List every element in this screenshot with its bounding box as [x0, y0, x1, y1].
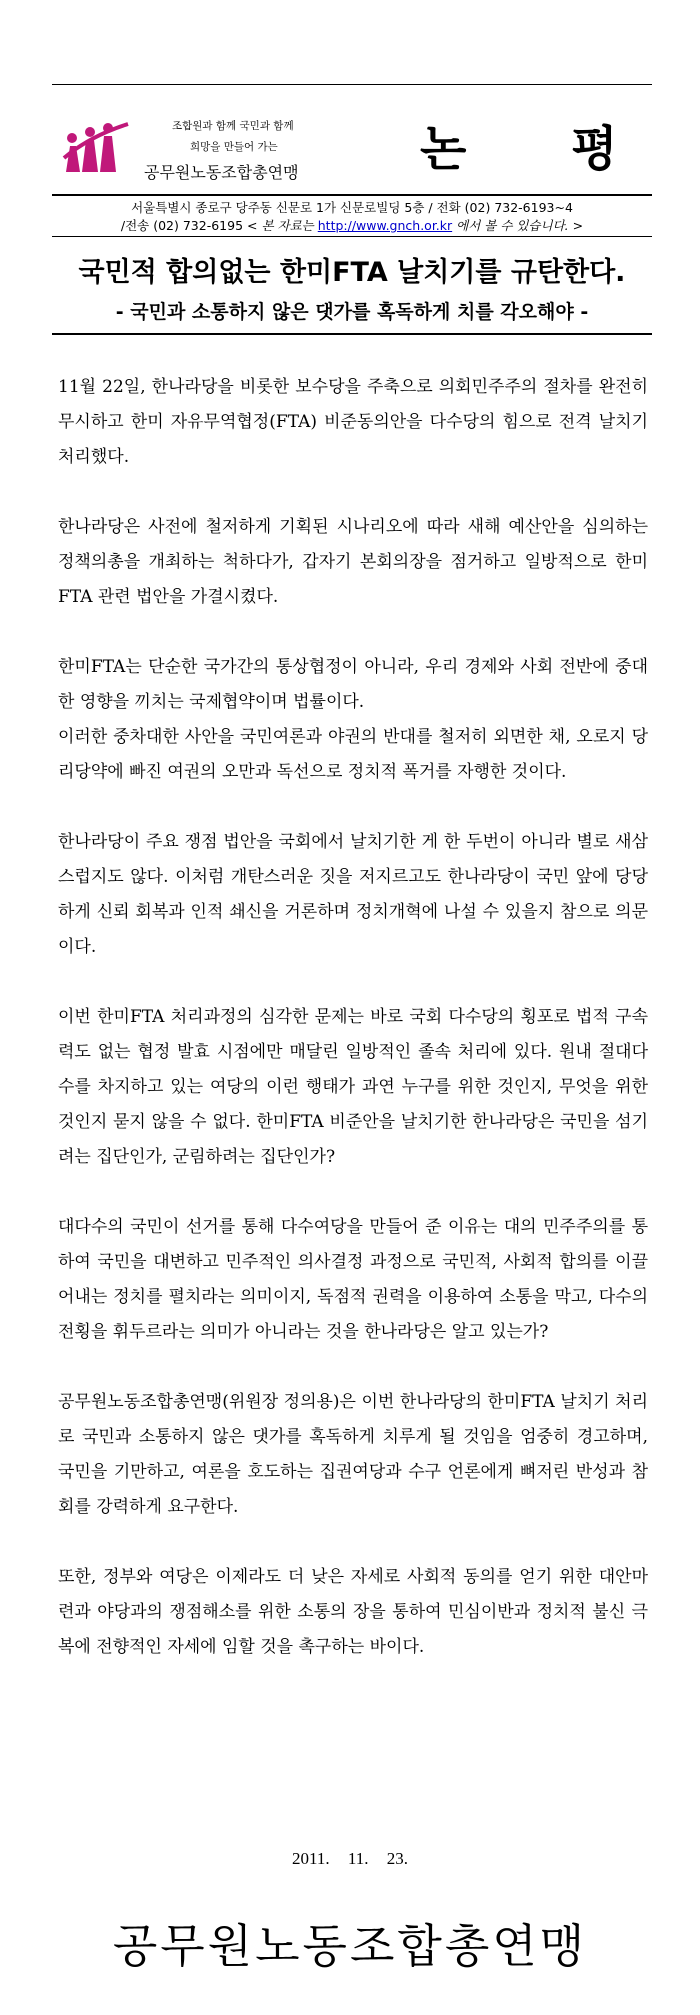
body-paragraph-2: 한나라당은 사전에 철저하게 기획된 시나리오에 따라 새해 예산안을 심의하는 정책의총을 개최하는 척하다가, 갑자기 본회의장을 점거하고 일방적으로 한미FTA 관련 법안을 가결시켰다. — [58, 517, 648, 607]
document-type-label: 논 평 — [420, 121, 662, 177]
headline-subtitle: - 국민과 소통하지 않은 댓가를 혹독하게 치를 각오해야 - — [115, 301, 589, 323]
body-paragraph-5: 한나라당이 주요 쟁점 법안을 국회에서 날치기한 게 한 두번이 아니라 별로 새삼스럽지도 않다. 이처럼 개탄스러운 짓을 저지르고도 한나라당이 국민 앞에 당당하게 신뢰 회복과 인적 쇄신을 거론하며 정치개혁에 나설 수 있을지 참으로 의문이다. — [58, 832, 648, 957]
body-paragraph-4: 이러한 중차대한 사안을 국민여론과 야권의 반대를 철저히 외면한 채, 오로지 당리당약에 빠진 여권의 오만과 독선으로 정치적 폭거를 자행한 것이다. — [58, 727, 648, 782]
header-mid-rule — [52, 194, 652, 196]
address-line-2 — [52, 216, 652, 234]
address-line-1: 서울특별시 종로구 당주동 신문로 1가 신문로빌딩 5층 / 전화 (02) 732-6193~4 — [131, 200, 573, 215]
fax-text: /전송 (02) 732-6195 < — [120, 218, 258, 233]
address-note-before: 본 자료는 — [261, 218, 314, 233]
title-bottom-rule — [52, 333, 652, 335]
body-paragraph-3: 한미FTA는 단순한 국가간의 통상협정이 아니라, 우리 경제와 사회 전반에 중대한 영향을 끼치는 국제협약이며 법률이다. — [58, 657, 648, 712]
logo-org-name: 공무원노동조합총연맹 — [144, 163, 299, 182]
headline-title: 국민적 합의없는 한미FTA 날치기를 규탄한다. — [78, 257, 626, 288]
header-bottom-rule — [52, 236, 652, 237]
body-paragraph-8: 공무원노동조합총연맹(위원장 정의용)은 이번 한나라당의 한미FTA 날치기 처리로 국민과 소통하지 않은 댓가를 혹독하게 치루게 될 것임을 엄중히 경고하며, 국민을 기만하고, 여론을 호도하는 집권여당과 수구 언론에게 뼈저린 반성과 참회를 강력하게 요구한다. — [58, 1392, 648, 1517]
signature-org-name: 공무원노동조합총연맹 — [112, 1919, 588, 1973]
article-body — [58, 370, 648, 1665]
body-paragraph-6: 이번 한미FTA 처리과정의 심각한 문제는 바로 국회 다수당의 횡포로 법적 구속력도 없는 협정 발효 시점에만 매달린 일방적인 졸속 처리에 있다. 원내 절대다수를 차지하고 있는 여당의 이런 행태가 과연 누구를 위한 것인지, 무엇을 위한 것인지 묻지 않을 수 없다. 한미FTA 비준안을 날치기한 한나라당은 국민을 섬기려는 집단인가, 군림하려는 집단인가? — [58, 1007, 648, 1167]
org-logo — [60, 112, 310, 192]
body-paragraph-7: 대다수의 국민이 선거를 통해 다수여당을 만들어 준 이유는 대의 민주주의를 통하여 국민을 대변하고 민주적인 의사결정 과정으로 국민적, 사회적 합의를 이끌어내는 정치를 펼치라는 의미이지, 독점적 권력을 이용하여 소통을 막고, 다수의 전횡을 휘두르라는 의미가 아니라는 것을 한나라당은 알고 있는가? — [58, 1217, 648, 1342]
address-note-after: 에서 볼 수 있습니다. — [456, 218, 569, 233]
body-paragraph-1: 11월 22일, 한나라당을 비롯한 보수당을 주축으로 의회민주주의 절차를 완전히 무시하고 한미 자유무역협정(FTA) 비준동의안을 다수당의 힘으로 전격 날치기 처리했다. — [58, 377, 648, 467]
issue-date: 2011. 11. 23. — [292, 1849, 408, 1868]
address-suffix: > — [572, 218, 584, 233]
body-paragraph-9: 또한, 정부와 여당은 이제라도 더 낮은 자세로 사회적 동의를 얻기 위한 대안마련과 야당과의 쟁점해소를 위한 소통의 장을 통하여 민심이반과 정치적 불신 극복에 전향적인 자세에 임할 것을 촉구하는 바이다. — [58, 1567, 648, 1657]
logo-tagline-2: 희망을 만들어 가는 — [190, 141, 278, 153]
logo-tagline-1: 조합원과 함께 국민과 함께 — [172, 120, 294, 132]
people-logo-icon — [60, 118, 130, 174]
website-link[interactable]: http://www.gnch.or.kr — [317, 218, 453, 233]
header-top-rule — [52, 84, 652, 85]
